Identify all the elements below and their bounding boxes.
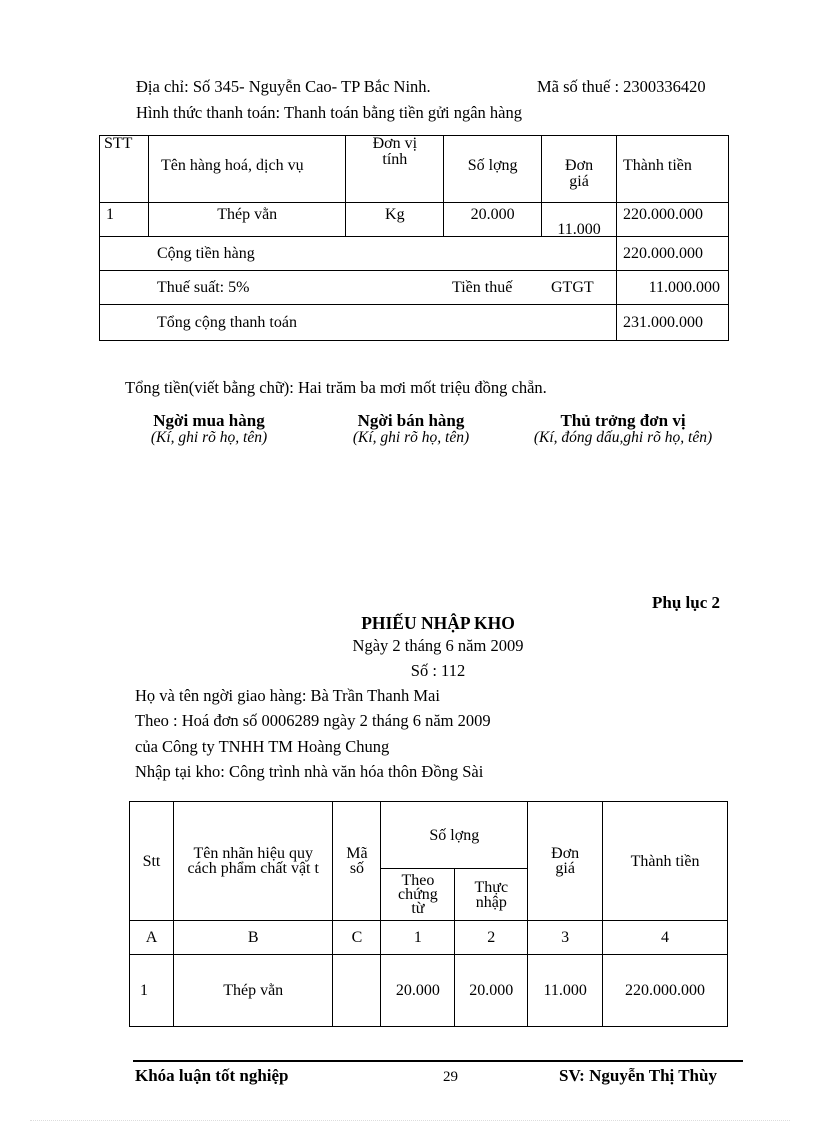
tax-rate-label: Thuế suất: 5% <box>157 278 250 296</box>
header-unit: Đơn vị tính <box>346 136 444 203</box>
subtotal-value: 220.000.000 <box>617 237 729 271</box>
letter-4: 4 <box>603 921 728 955</box>
per-invoice-text: Theo : Hoá đơn số 0006289 ngày 2 tháng 6 năm 2009 <box>135 711 491 730</box>
invoice-table <box>99 135 729 341</box>
receipt-item-row <box>130 955 728 1027</box>
r-header-amount: Thành tiền <box>603 802 728 921</box>
letter-2: 2 <box>455 921 528 955</box>
item-stt: 1 <box>100 203 149 237</box>
footer-page-number: 29 <box>443 1069 458 1085</box>
item-qty: 20.000 <box>444 203 542 237</box>
r-header-price: Đơn giá <box>528 802 603 921</box>
deliverer-text: Họ và tên ngời giao hàng: Bà Trần Thanh Mai <box>135 686 440 705</box>
tax-row <box>100 271 729 305</box>
signature-seller-title: Ngời bán hàng <box>357 411 465 430</box>
footer-left: Khóa luận tốt nghiệp <box>135 1066 289 1085</box>
amount-in-words: Tổng tiền(viết bằng chữ): Hai trăm ba mơi mốt triệu đồng chẵn. <box>125 378 547 397</box>
r-item-qty-actual: 20.000 <box>455 955 528 1027</box>
letter-1: 1 <box>381 921 455 955</box>
invoice-header-row <box>100 136 729 203</box>
r-header-name: Tên nhãn hiệu quy cách phẩm chất vật t <box>173 802 333 921</box>
r-header-qty-doc: Theo chứng từ <box>381 869 455 921</box>
warehouse-text: Nhập tại kho: Công trình nhà văn hóa thôn Đồng Sài <box>135 762 484 781</box>
r-item-price: 11.000 <box>528 955 603 1027</box>
header-amount: Thành tiền <box>617 136 729 203</box>
tax-label-cell <box>100 271 617 305</box>
item-price: 11.000 <box>542 203 617 237</box>
appendix-label: Phụ lục 2 <box>652 593 721 612</box>
header-price: Đơn giá <box>542 136 617 203</box>
r-item-stt: 1 <box>130 955 174 1027</box>
letter-a: A <box>130 921 174 955</box>
header-stt: STT <box>100 136 149 203</box>
signature-head <box>508 412 738 446</box>
total-row <box>100 305 729 341</box>
tax-code-text: Mã số thuế : 2300336420 <box>537 77 706 96</box>
receipt-header-row-1 <box>130 802 728 869</box>
header-qty: Số lợng <box>444 136 542 203</box>
receipt-table <box>129 801 728 1027</box>
receipt-number: Số : 112 <box>410 661 466 680</box>
address-text: Địa chỉ: Số 345- Nguyễn Cao- TP Bắc Ninh. <box>136 77 431 96</box>
subtotal-label: Cộng tiền hàng <box>157 244 255 262</box>
subtotal-label-cell <box>100 237 617 271</box>
r-item-code <box>333 955 381 1027</box>
footer-rule <box>133 1060 743 1062</box>
r-header-code: Mã số <box>333 802 381 921</box>
tax-label-b: GTGT <box>551 278 594 296</box>
payment-method-text: Hình thức thanh toán: Thanh toán bằng tiền gửi ngân hàng <box>136 103 523 122</box>
footer-right: SV: Nguyễn Thị Thùy <box>559 1066 717 1085</box>
letter-b: B <box>173 921 333 955</box>
signature-seller <box>311 412 511 446</box>
tax-value: 11.000.000 <box>617 271 729 305</box>
signature-head-title: Thủ trởng đơn vị <box>560 411 686 430</box>
signature-buyer-note: (Kí, ghi rõ họ, tên) <box>150 429 268 446</box>
r-header-qty: Số lợng <box>381 802 528 869</box>
receipt-letter-row <box>130 921 728 955</box>
subtotal-row <box>100 237 729 271</box>
company-text: của Công ty TNHH TM Hoàng Chung <box>135 737 390 756</box>
invoice-item-row <box>100 203 729 237</box>
r-header-qty-actual: Thực nhập <box>455 869 528 921</box>
letter-3: 3 <box>528 921 603 955</box>
r-item-name: Thép vằn <box>173 955 333 1027</box>
signature-buyer <box>109 412 309 446</box>
header-name: Tên hàng hoá, dịch vụ <box>148 136 345 203</box>
signature-head-note: (Kí, đóng dấu,ghi rõ họ, tên) <box>533 429 713 446</box>
r-header-stt: Stt <box>130 802 174 921</box>
receipt-title: PHIẾU NHẬP KHO <box>361 613 515 633</box>
tax-label-a: Tiền thuế <box>452 278 513 296</box>
total-label: Tổng cộng thanh toán <box>157 313 297 331</box>
r-item-amount: 220.000.000 <box>603 955 728 1027</box>
page-bottom-dotted-line <box>30 1120 790 1121</box>
signature-seller-note: (Kí, ghi rõ họ, tên) <box>352 429 470 446</box>
item-unit: Kg <box>346 203 444 237</box>
r-item-qty-doc: 20.000 <box>381 955 455 1027</box>
receipt-date: Ngày 2 tháng 6 năm 2009 <box>352 636 524 655</box>
letter-c: C <box>333 921 381 955</box>
signature-buyer-title: Ngời mua hàng <box>153 411 265 430</box>
total-label-cell <box>100 305 617 341</box>
item-name: Thép vằn <box>148 203 345 237</box>
item-amount: 220.000.000 <box>617 203 729 237</box>
total-value: 231.000.000 <box>617 305 729 341</box>
